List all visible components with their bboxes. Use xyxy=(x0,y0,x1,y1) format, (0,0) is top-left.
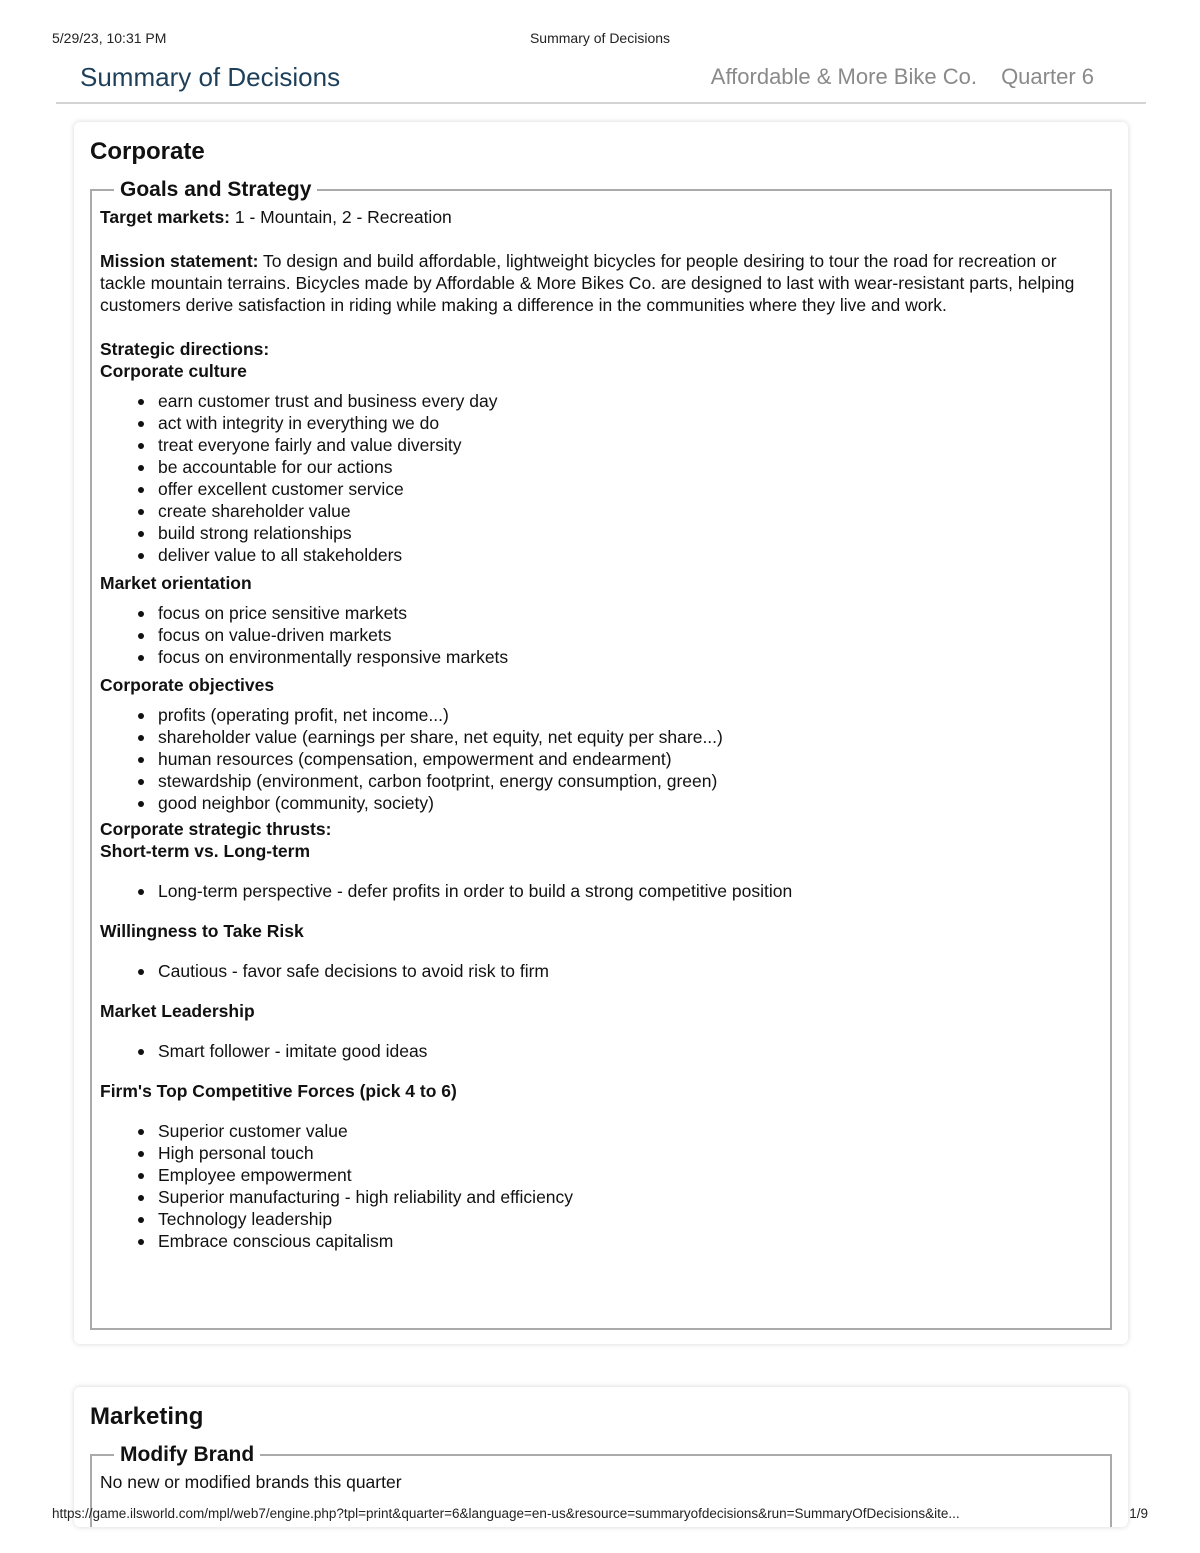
goals-and-strategy-section xyxy=(90,178,1112,1330)
list-item: Superior customer value xyxy=(158,1120,1102,1142)
strategic-thrusts-label: Corporate strategic thrusts: xyxy=(100,819,332,839)
list-item: build strong relationships xyxy=(158,522,1102,544)
print-document-title: Summary of Decisions xyxy=(529,30,671,46)
corporate-heading: Corporate xyxy=(90,138,205,165)
corporate-culture-list xyxy=(100,390,1102,566)
list-item: Embrace conscious capitalism xyxy=(158,1230,1102,1252)
list-item: focus on price sensitive markets xyxy=(158,602,1102,624)
page-number: 1/9 xyxy=(1129,1506,1148,1521)
target-markets-value: 1 - Mountain, 2 - Recreation xyxy=(230,207,452,227)
print-url: https://game.ilsworld.com/mpl/web7/engine.php?tpl=print&quarter=6&language=en-us&resource=summaryofdecisions&run=SummaryOfDecisions&ite... xyxy=(52,1506,960,1521)
list-item: profits (operating profit, net income...) xyxy=(158,704,1102,726)
list-item: deliver value to all stakeholders xyxy=(158,544,1102,566)
print-datetime: 5/29/23, 10:31 PM xyxy=(52,30,167,46)
company-info xyxy=(711,64,1094,90)
list-item: Smart follower - imitate good ideas xyxy=(158,1040,1102,1062)
list-item: focus on environmentally responsive markets xyxy=(158,646,1102,668)
modify-brand-text: No new or modified brands this quarter xyxy=(100,1472,402,1492)
list-item: offer excellent customer service xyxy=(158,478,1102,500)
goals-content xyxy=(100,206,1102,1252)
list-item: human resources (compensation, empowerment and endearment) xyxy=(158,748,1102,770)
list-item: Superior manufacturing - high reliability and efficiency xyxy=(158,1186,1102,1208)
market-orientation-label: Market orientation xyxy=(100,573,252,593)
modify-brand-content xyxy=(100,1471,1102,1493)
list-item: act with integrity in everything we do xyxy=(158,412,1102,434)
goals-and-strategy-legend: Goals and Strategy xyxy=(120,178,312,201)
risk-list xyxy=(100,960,1102,982)
corporate-objectives-label: Corporate objectives xyxy=(100,675,275,695)
list-item: create shareholder value xyxy=(158,500,1102,522)
list-item: good neighbor (community, society) xyxy=(158,792,1102,814)
corporate-culture-label: Corporate culture xyxy=(100,361,247,381)
list-item: High personal touch xyxy=(158,1142,1102,1164)
list-item: Technology leadership xyxy=(158,1208,1102,1230)
mission-statement-label: Mission statement: xyxy=(100,251,259,271)
marketing-heading: Marketing xyxy=(90,1403,204,1430)
print-footer xyxy=(52,1506,1148,1524)
target-markets-label: Target markets: xyxy=(100,207,231,227)
risk-label: Willingness to Take Risk xyxy=(100,921,304,941)
short-long-term-list xyxy=(100,880,1102,902)
list-item: Long-term perspective - defer profits in order to build a strong competitive position xyxy=(158,880,1102,902)
modify-brand-legend: Modify Brand xyxy=(120,1443,255,1466)
competitive-forces-label: Firm's Top Competitive Forces (pick 4 to 6) xyxy=(100,1081,457,1101)
target-markets xyxy=(100,206,1102,228)
mission-statement xyxy=(100,250,1102,316)
quarter-label: Quarter 6 xyxy=(1001,64,1094,89)
print-header xyxy=(52,30,1148,50)
list-item: focus on value-driven markets xyxy=(158,624,1102,646)
market-leadership-list xyxy=(100,1040,1102,1062)
mission-statement-text: To design and build affordable, lightweight bicycles for people desiring to tour the road for recreation or tackle mountain terrains. Bicycles made by Affordable & More Bikes Co. are designed to last with wear-resistant parts, helping customers derive satisfaction in riding while making a difference in the communities where they live and work. xyxy=(100,251,1075,315)
page-title: Summary of Decisions xyxy=(80,62,341,92)
market-orientation-list xyxy=(100,602,1102,668)
list-item: stewardship (environment, carbon footprint, energy consumption, green) xyxy=(158,770,1102,792)
short-long-term-label: Short-term vs. Long-term xyxy=(100,841,311,861)
list-item: Employee empowerment xyxy=(158,1164,1102,1186)
list-item: be accountable for our actions xyxy=(158,456,1102,478)
list-item: shareholder value (earnings per share, net equity, net equity per share...) xyxy=(158,726,1102,748)
market-leadership-label: Market Leadership xyxy=(100,1001,255,1021)
list-item: earn customer trust and business every day xyxy=(158,390,1102,412)
list-item: treat everyone fairly and value diversity xyxy=(158,434,1102,456)
company-name: Affordable & More Bike Co. xyxy=(710,64,977,89)
list-item: Cautious - favor safe decisions to avoid risk to firm xyxy=(158,960,1102,982)
corporate-objectives-list xyxy=(100,704,1102,814)
competitive-forces-list xyxy=(100,1120,1102,1252)
strategic-directions-label: Strategic directions: xyxy=(100,339,270,359)
page-title-bar xyxy=(56,60,1146,104)
corporate-card xyxy=(74,122,1128,1344)
